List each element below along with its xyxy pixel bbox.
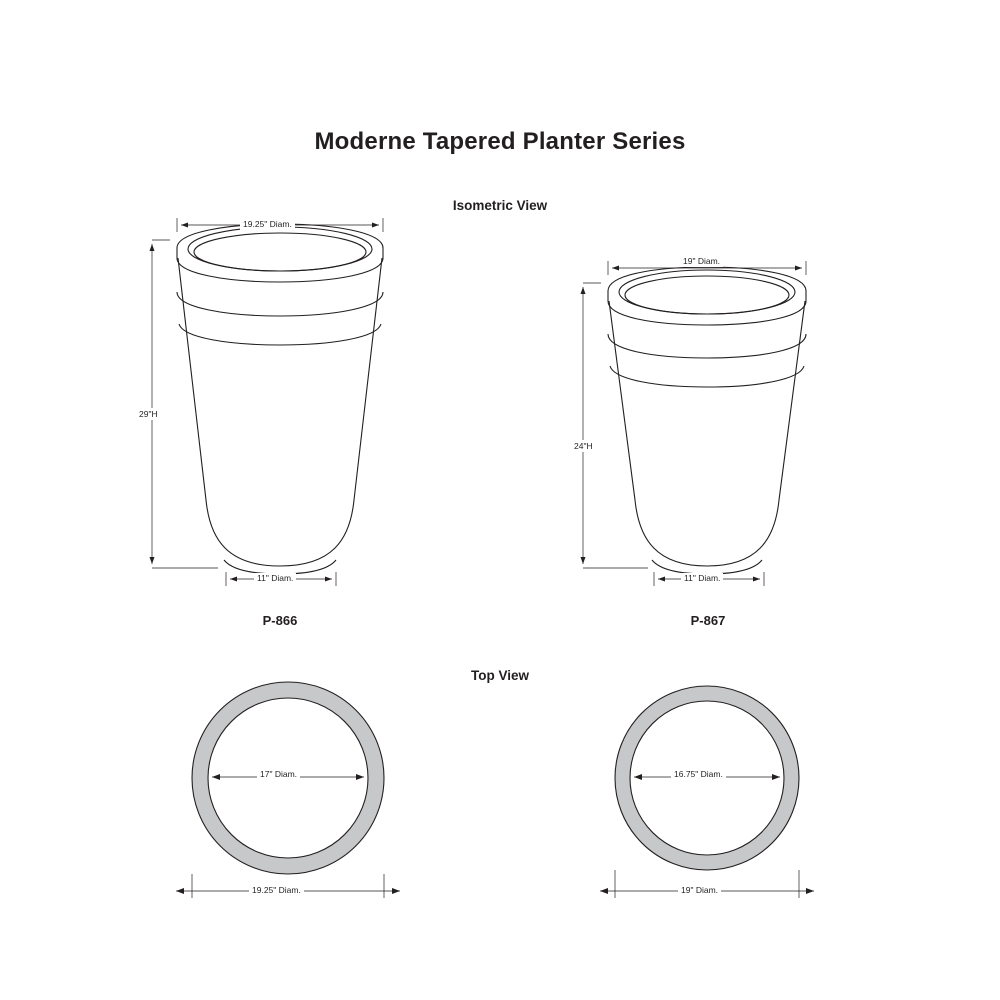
dim-outer-diameter-p867: 19" Diam.: [678, 885, 721, 896]
page-title: Moderne Tapered Planter Series: [314, 128, 686, 155]
planter-iso-p866: [177, 224, 383, 574]
dim-bottom-diameter-p866: 11" Diam.: [254, 573, 296, 584]
part-number-p866: P-866: [262, 613, 298, 628]
top-view-label: Top View: [470, 668, 529, 683]
dimensions-iso-p867: [581, 261, 807, 586]
isometric-view-label: Isometric View: [452, 198, 548, 213]
dim-height-p867: 24"H: [574, 441, 593, 451]
dim-outer-diameter-p866: 19.25" Diam.: [249, 885, 304, 896]
planter-iso-p867: [608, 267, 806, 574]
dim-bottom-diameter-p867: 11" Diam.: [681, 573, 723, 584]
dim-inner-diameter-p867: 16.75" Diam.: [671, 769, 726, 780]
dim-top-diameter-p866: 19.25" Diam.: [240, 219, 295, 230]
dim-inner-diameter-p866: 17" Diam.: [257, 769, 300, 780]
dimensions-iso-p866: [150, 218, 384, 586]
dim-top-diameter-p867: 19" Diam.: [680, 256, 723, 267]
part-number-p867: P-867: [690, 613, 726, 628]
dim-height-p866: 29"H: [139, 409, 158, 419]
